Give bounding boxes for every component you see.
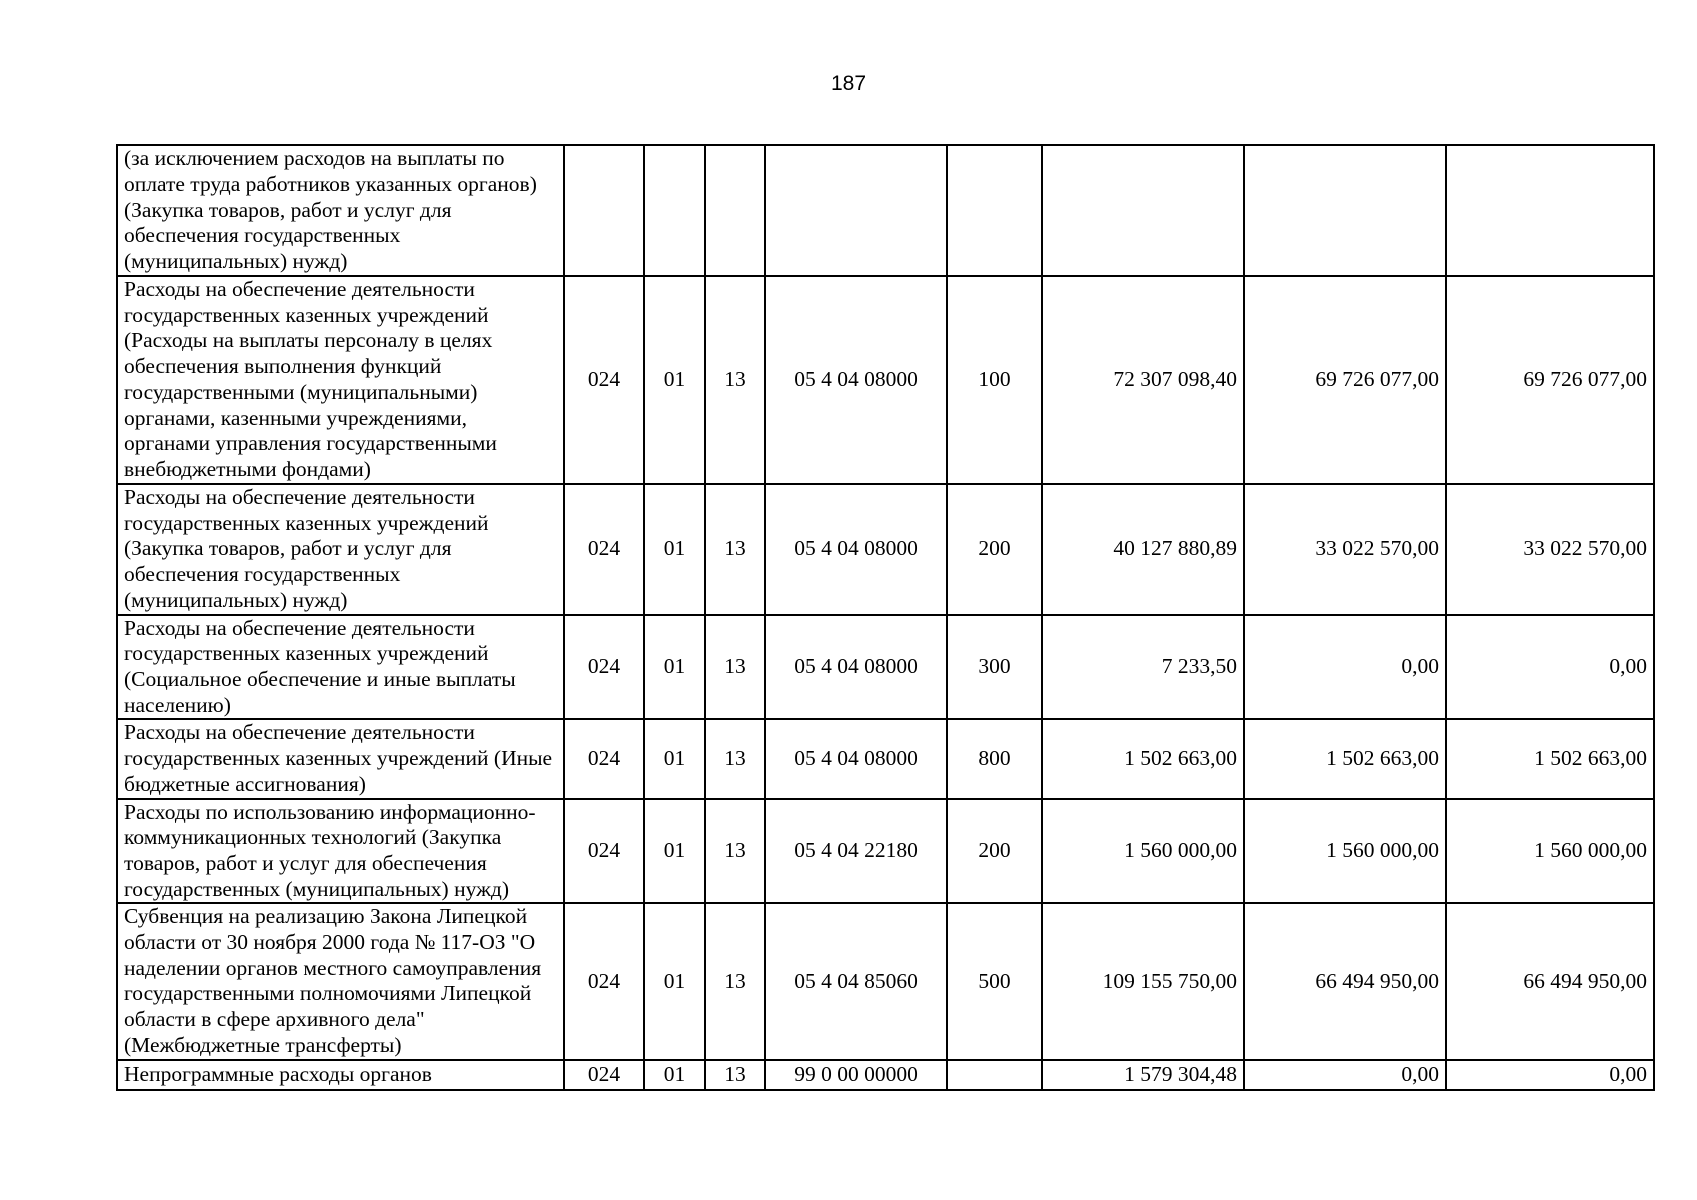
table-row [117, 903, 1654, 1059]
section-code: 01 [644, 484, 705, 615]
expense-type-code: 300 [947, 615, 1042, 720]
expense-type-code [947, 145, 1042, 276]
section-code [644, 145, 705, 276]
amount-1: 72 307 098,40 [1042, 276, 1244, 484]
amount-2: 66 494 950,00 [1244, 903, 1446, 1059]
ministry-code: 024 [564, 276, 644, 484]
target-article-code [765, 145, 947, 276]
row-description: Расходы по использованию информационно-коммуникационных технологий (Закупка товаров, работ и услуг для обеспечения государственных (муниципальных) нужд) [117, 799, 564, 904]
row-description: Расходы на обеспечение деятельности государственных казенных учреждений (Социальное обеспечение и иные выплаты населению) [117, 615, 564, 720]
ministry-code: 024 [564, 615, 644, 720]
target-article-code: 05 4 04 85060 [765, 903, 947, 1059]
subsection-code: 13 [705, 1060, 765, 1090]
row-description: (за исключением расходов на выплаты по оплате труда работников указанных органов) (Закупка товаров, работ и услуг для обеспечения государственных (муниципальных) нужд) [117, 145, 564, 276]
amount-1: 1 579 304,48 [1042, 1060, 1244, 1090]
ministry-code: 024 [564, 719, 644, 798]
table-row [117, 719, 1654, 798]
table-row [117, 1060, 1654, 1090]
subsection-code: 13 [705, 615, 765, 720]
ministry-code [564, 145, 644, 276]
row-description: Непрограммные расходы органов [117, 1060, 564, 1090]
subsection-code: 13 [705, 799, 765, 904]
amount-3: 69 726 077,00 [1446, 276, 1654, 484]
ministry-code: 024 [564, 799, 644, 904]
subsection-code: 13 [705, 719, 765, 798]
section-code: 01 [644, 903, 705, 1059]
expense-type-code: 200 [947, 799, 1042, 904]
expense-type-code: 800 [947, 719, 1042, 798]
ministry-code: 024 [564, 1060, 644, 1090]
subsection-code [705, 145, 765, 276]
table-row [117, 276, 1654, 484]
amount-1 [1042, 145, 1244, 276]
section-code: 01 [644, 276, 705, 484]
expense-type-code: 200 [947, 484, 1042, 615]
expense-type-code: 100 [947, 276, 1042, 484]
page-number: 187 [830, 72, 867, 95]
target-article-code: 05 4 04 08000 [765, 615, 947, 720]
target-article-code: 05 4 04 08000 [765, 276, 947, 484]
section-code: 01 [644, 1060, 705, 1090]
amount-2: 69 726 077,00 [1244, 276, 1446, 484]
section-code: 01 [644, 615, 705, 720]
subsection-code: 13 [705, 903, 765, 1059]
budget-table [116, 144, 1655, 1091]
target-article-code: 05 4 04 08000 [765, 719, 947, 798]
expense-type-code: 500 [947, 903, 1042, 1059]
table-row [117, 799, 1654, 904]
section-code: 01 [644, 799, 705, 904]
amount-1: 7 233,50 [1042, 615, 1244, 720]
amount-1: 1 502 663,00 [1042, 719, 1244, 798]
table-row [117, 615, 1654, 720]
ministry-code: 024 [564, 903, 644, 1059]
subsection-code: 13 [705, 276, 765, 484]
row-description: Расходы на обеспечение деятельности государственных казенных учреждений (Иные бюджетные ассигнования) [117, 719, 564, 798]
amount-3: 66 494 950,00 [1446, 903, 1654, 1059]
row-description: Расходы на обеспечение деятельности государственных казенных учреждений (Расходы на выплаты персоналу в целях обеспечения выполнения функций государственными (муниципальными) органами, казенными учреждениями, органами управления государственными внебюджетными фондами) [117, 276, 564, 484]
amount-2: 33 022 570,00 [1244, 484, 1446, 615]
amount-1: 40 127 880,89 [1042, 484, 1244, 615]
target-article-code: 05 4 04 22180 [765, 799, 947, 904]
ministry-code: 024 [564, 484, 644, 615]
target-article-code: 05 4 04 08000 [765, 484, 947, 615]
amount-3: 0,00 [1446, 1060, 1654, 1090]
amount-1: 1 560 000,00 [1042, 799, 1244, 904]
amount-2: 1 502 663,00 [1244, 719, 1446, 798]
amount-3: 0,00 [1446, 615, 1654, 720]
target-article-code: 99 0 00 00000 [765, 1060, 947, 1090]
amount-3 [1446, 145, 1654, 276]
amount-2: 1 560 000,00 [1244, 799, 1446, 904]
row-description: Расходы на обеспечение деятельности государственных казенных учреждений (Закупка товаров, работ и услуг для обеспечения государственных (муниципальных) нужд) [117, 484, 564, 615]
subsection-code: 13 [705, 484, 765, 615]
expense-type-code [947, 1060, 1042, 1090]
row-description: Субвенция на реализацию Закона Липецкой области от 30 ноября 2000 года № 117-ОЗ "О наделении органов местного самоуправления государственными полномочиями Липецкой области в сфере архивного дела" (Межбюджетные трансферты) [117, 903, 564, 1059]
table-row [117, 145, 1654, 276]
amount-2: 0,00 [1244, 1060, 1446, 1090]
amount-3: 1 560 000,00 [1446, 799, 1654, 904]
section-code: 01 [644, 719, 705, 798]
table-row [117, 484, 1654, 615]
amount-3: 1 502 663,00 [1446, 719, 1654, 798]
amount-3: 33 022 570,00 [1446, 484, 1654, 615]
amount-1: 109 155 750,00 [1042, 903, 1244, 1059]
amount-2 [1244, 145, 1446, 276]
amount-2: 0,00 [1244, 615, 1446, 720]
